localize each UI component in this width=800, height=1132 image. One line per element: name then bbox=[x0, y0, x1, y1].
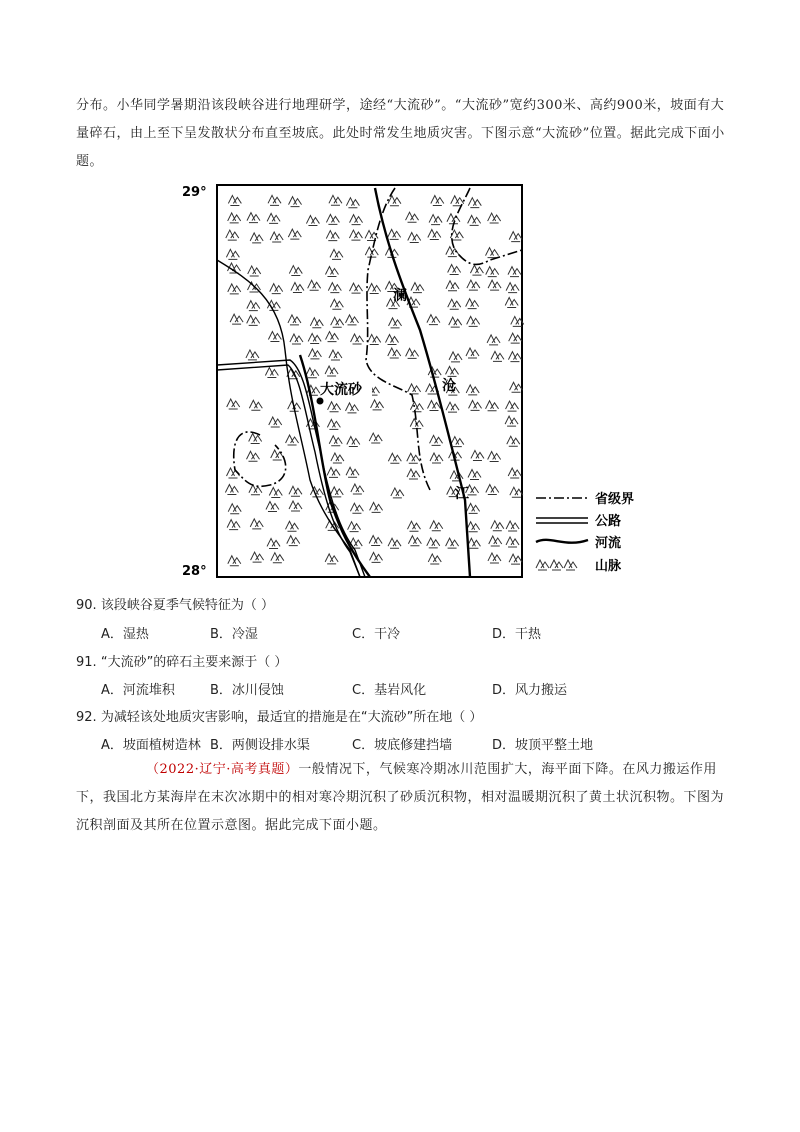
place-marker bbox=[317, 398, 324, 405]
question-stem: “大流砂”的碎石主要来源于（ ） bbox=[100, 655, 288, 670]
option-b: B．冰川侵蚀 bbox=[210, 683, 284, 698]
question-stem: 为减轻该处地质灾害影响，最适宜的措施是在“大流砂”所在地（ ） bbox=[100, 710, 483, 725]
question-number: 90. bbox=[76, 598, 97, 613]
question-91 bbox=[76, 651, 287, 670]
question-number: 92. bbox=[76, 710, 97, 725]
river-char-3: 江 bbox=[455, 486, 469, 502]
option-a: A．湿热 bbox=[101, 627, 149, 642]
option-d: D．干热 bbox=[492, 627, 542, 642]
source-tag: （2022·辽宁·高考真题） bbox=[146, 762, 299, 777]
map-legend bbox=[536, 491, 634, 574]
question-stem: 该段峡谷夏季气候特征为（ ） bbox=[100, 598, 274, 613]
option-a: A．坡面植树造林 bbox=[101, 738, 201, 753]
option-b: B．两侧设排水渠 bbox=[210, 738, 310, 753]
lat-bottom-label: 28° bbox=[182, 564, 207, 579]
question-number: 91. bbox=[76, 655, 97, 670]
option-d: D．风力搬运 bbox=[492, 683, 568, 698]
river-char-1: 澜 bbox=[393, 288, 407, 304]
place-label: 大流砂 bbox=[320, 382, 362, 398]
legend-road-label: 公路 bbox=[595, 514, 622, 529]
passage-text: 一般情况下，气候寒冷期冰川范围扩大，海平面下降。在风力搬运作用下，我国北方某海岸在末次冰期中的相对寒冷期沉积了砂质沉积物，相对温暖期沉积了黄土状沉积物。下图为沉积剖面及其所在位置示意图。据此完成下面小题。 bbox=[76, 762, 725, 833]
option-b: B．冷湿 bbox=[210, 627, 258, 642]
option-c: C．坡底修建挡墙 bbox=[352, 738, 453, 753]
question-90 bbox=[76, 594, 274, 613]
river-char-2: 沧 bbox=[442, 378, 456, 394]
lat-top-label: 29° bbox=[182, 185, 207, 200]
option-d: D．坡顶平整土地 bbox=[492, 738, 594, 753]
next-passage bbox=[76, 756, 726, 840]
legend-river-label: 河流 bbox=[595, 536, 622, 551]
question-92 bbox=[76, 706, 482, 725]
option-a: A．河流堆积 bbox=[101, 683, 175, 698]
location-map bbox=[180, 180, 660, 580]
option-c: C．基岩风化 bbox=[352, 683, 427, 698]
legend-boundary-label: 省级界 bbox=[595, 492, 635, 507]
legend-mountain-label: 山脉 bbox=[595, 559, 622, 574]
option-c: C．干冷 bbox=[352, 627, 401, 642]
intro-paragraph: 分布。小华同学暑期沿该段峡谷进行地理研学，途经“大流砂”。“大流砂”宽约300米、高约900米，坡面有大量碎石，由上至下呈发散状分布直至坡底。此处时常发生地质灾害。下图示意“大流砂”位置。据此完成下面小题。 bbox=[76, 98, 725, 169]
